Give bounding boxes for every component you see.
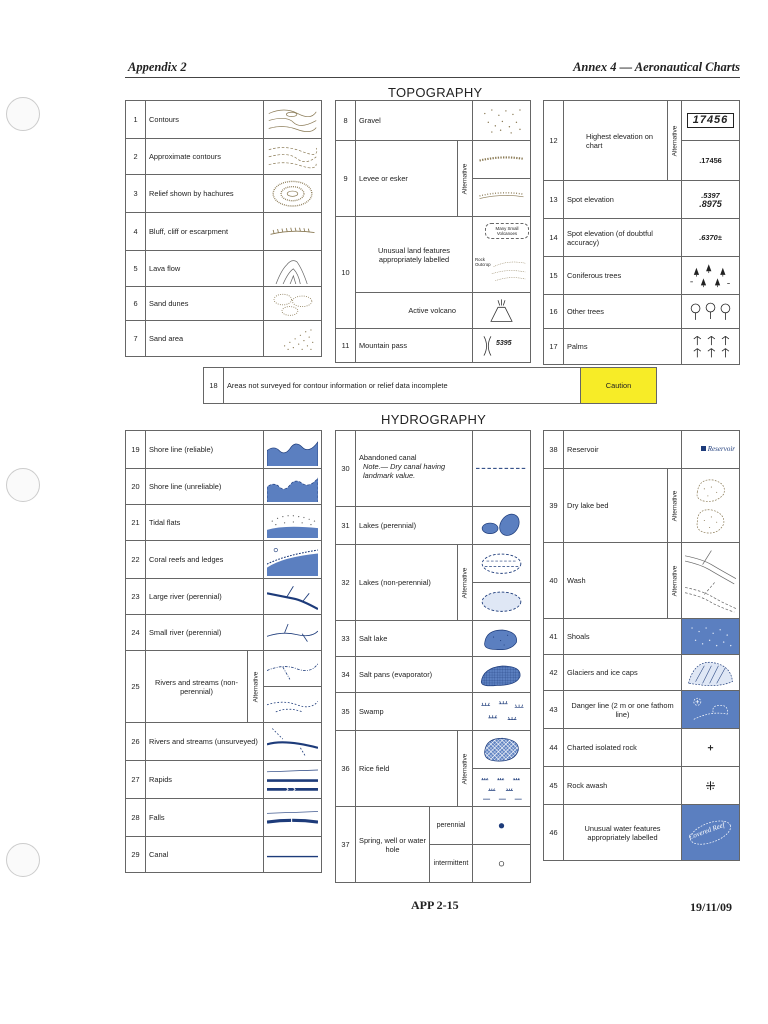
reservoir-square-icon: [701, 446, 706, 451]
row-number: 46: [544, 805, 564, 861]
palms-icon: [682, 329, 740, 365]
table-row: [126, 213, 322, 251]
row-label: Dry lake bed: [564, 469, 668, 543]
row-number: 29: [126, 837, 146, 873]
alternative-label: Alternative: [458, 545, 473, 621]
small-river-symbol: [264, 615, 322, 651]
lakes-non-perennial-alt-symbol: [473, 583, 531, 621]
covered-reef-symbol: Covered Reef: [682, 805, 740, 861]
table-row: [336, 329, 531, 363]
row-label: Falls: [146, 799, 264, 837]
row-number: 23: [126, 579, 146, 615]
row-label: Highest elevation on chart: [564, 101, 668, 181]
row-number: 38: [544, 431, 564, 469]
table-row: [126, 251, 322, 287]
header-left: Appendix 2: [128, 60, 187, 74]
row-label: Salt pans (evaporator): [356, 657, 473, 693]
isolated-rock-icon: [682, 729, 740, 767]
row-number: 39: [544, 469, 564, 543]
section-title-hydrography: HYDROGRAPHY: [381, 412, 487, 427]
row-number: 40: [544, 543, 564, 619]
row-label: Danger line (2 m or one fathom line): [564, 691, 682, 729]
row-number: 15: [544, 257, 564, 295]
spring-perennial-icon: [473, 807, 531, 845]
table-row: [336, 217, 531, 293]
row-label: Shoals: [564, 619, 682, 655]
row-number: 26: [126, 723, 146, 761]
table-row: [544, 543, 740, 619]
row-number: 9: [336, 141, 356, 217]
topography-table-2: [335, 100, 531, 363]
row-label: Mountain pass: [356, 329, 473, 363]
table-row: [544, 219, 740, 257]
unusual-land-features-symbol: Many Small Volcanoes Rock Outcrop: [473, 217, 531, 293]
coniferous-trees-icon: [682, 257, 740, 295]
row-label: Sand dunes: [146, 287, 264, 321]
table-row: [544, 805, 740, 861]
row-label: Glaciers and ice caps: [564, 655, 682, 691]
row-label: Palms: [564, 329, 682, 365]
shoals-symbol: [682, 619, 740, 655]
lakes-non-perennial-symbol: [473, 545, 531, 583]
row-number: 24: [126, 615, 146, 651]
unsurveyed-stream-symbol: [264, 723, 322, 761]
salt-lake-symbol: [473, 621, 531, 657]
row-number: 7: [126, 321, 146, 357]
alternative-label: Alternative: [248, 651, 264, 723]
section-title-topography: TOPOGRAPHY: [388, 85, 483, 100]
salt-pans-symbol: [473, 657, 531, 693]
table-row: [544, 295, 740, 329]
row-label: Coral reefs and ledges: [146, 541, 264, 579]
row-label: Gravel: [356, 101, 473, 141]
hachures-symbol: [264, 175, 322, 213]
table-row: [544, 469, 740, 543]
table-row: [544, 101, 740, 141]
row-label: Spot elevation: [564, 181, 682, 219]
row-label: Rock awash: [564, 767, 682, 805]
row-label: Reservoir: [564, 431, 682, 469]
row-label: Other trees: [564, 295, 682, 329]
table-row: [126, 837, 322, 873]
falls-symbol: [264, 799, 322, 837]
row-number: 14: [544, 219, 564, 257]
approximate-contours-symbol: [264, 139, 322, 175]
row-label: Spot elevation (of doubtful accuracy): [564, 219, 682, 257]
row-label: Wash: [564, 543, 668, 619]
table-row: [336, 731, 531, 769]
table-row: [126, 431, 322, 469]
row-number: 35: [336, 693, 356, 731]
row-label: Lakes (perennial): [356, 507, 473, 545]
table-row: [336, 141, 531, 179]
topography-table-1: [125, 100, 322, 357]
punch-hole: [6, 97, 40, 131]
row-label: Spring, well or water hole: [356, 807, 430, 883]
lakes-perennial-symbol: [473, 507, 531, 545]
row-label: Coniferous trees: [564, 257, 682, 295]
row-number: 27: [126, 761, 146, 799]
large-river-symbol: [264, 579, 322, 615]
table-row: [544, 655, 740, 691]
table-row: [126, 541, 322, 579]
row-label: Abandoned canal Note.— Dry canal having landmark value.: [356, 431, 473, 507]
revision-date: 19/11/09: [690, 900, 733, 914]
mountain-pass-symbol: 5395: [473, 329, 531, 363]
table-row: [126, 101, 322, 139]
hydrography-table-1: [125, 430, 322, 873]
punch-hole: [6, 843, 40, 877]
doubtful-spot-elevation-symbol: .6370±: [682, 219, 740, 257]
row-number: 22: [126, 541, 146, 579]
gravel-symbol: [473, 101, 531, 141]
hydrography-table-2: [335, 430, 531, 883]
abandoned-canal-symbol: [473, 431, 531, 507]
highest-elevation-symbol: 17456: [682, 101, 740, 141]
row-number: 19: [126, 431, 146, 469]
levee-symbol: [473, 141, 531, 179]
row-number: 10: [336, 217, 356, 329]
row-number: 42: [544, 655, 564, 691]
highest-elevation-alt-symbol: .17456: [682, 141, 740, 181]
table-row: [126, 287, 322, 321]
row-label: Large river (perennial): [146, 579, 264, 615]
row-label: Rice field: [356, 731, 458, 807]
row-number: 13: [544, 181, 564, 219]
row-label: Unusual land features appropriately labelled: [356, 217, 473, 293]
row-number: 4: [126, 213, 146, 251]
spot-elevation-symbol: .5397 .8975: [682, 181, 740, 219]
bluff-symbol: [264, 213, 322, 251]
row-number: 44: [544, 729, 564, 767]
non-perennial-stream-alt-symbol: [264, 687, 322, 723]
table-row: [544, 729, 740, 767]
non-perennial-stream-symbol: [264, 651, 322, 687]
row-label: Areas not surveyed for contour information or relief data incomplete: [224, 368, 581, 404]
table-row: [336, 693, 531, 731]
row-label: Levee or esker: [356, 141, 458, 217]
table-row: [544, 329, 740, 365]
glaciers-symbol: [682, 655, 740, 691]
row-number: 1: [126, 101, 146, 139]
rice-field-alt-symbol: [473, 769, 531, 807]
table-row: [336, 101, 531, 141]
row-label: Small river (perennial): [146, 615, 264, 651]
table-row: [126, 175, 322, 213]
row-number: 6: [126, 287, 146, 321]
row-number: 43: [544, 691, 564, 729]
row-number: 3: [126, 175, 146, 213]
row-number: 45: [544, 767, 564, 805]
header-rule: [125, 77, 740, 78]
alternative-label: Alternative: [458, 731, 473, 807]
other-trees-icon: [682, 295, 740, 329]
rock-awash-icon: [682, 767, 740, 805]
table-row: [126, 761, 322, 799]
contours-symbol: [264, 101, 322, 139]
table-row: [126, 651, 322, 687]
row-number: 20: [126, 469, 146, 505]
alternative-label: Alternative: [668, 101, 682, 181]
spring-intermittent-icon: [473, 845, 531, 883]
table-row: [544, 181, 740, 219]
table-row: [204, 368, 657, 404]
rapids-symbol: [264, 761, 322, 799]
alternative-label: Alternative: [668, 543, 682, 619]
table-row: [544, 257, 740, 295]
table-row: [544, 691, 740, 729]
row-number: 16: [544, 295, 564, 329]
swamp-symbol: [473, 693, 531, 731]
row-label: Lakes (non-perennial): [356, 545, 458, 621]
row-number: 41: [544, 619, 564, 655]
shore-line-reliable-symbol: [264, 431, 322, 469]
table-row: [336, 293, 531, 329]
row-label: Rivers and streams (non-perennial): [146, 651, 248, 723]
row-18-table: [203, 367, 657, 404]
table-row: [544, 767, 740, 805]
table-row: [544, 431, 740, 469]
alternative-label: Alternative: [458, 141, 473, 217]
header-right: Annex 4 — Aeronautical Charts: [573, 60, 740, 74]
row-number: 28: [126, 799, 146, 837]
row-label: Shore line (reliable): [146, 431, 264, 469]
table-row: [126, 615, 322, 651]
dry-lake-bed-symbol: [682, 469, 740, 543]
sand-dunes-symbol: [264, 287, 322, 321]
table-row: [126, 139, 322, 175]
row-sub-label: Active volcano: [356, 293, 473, 329]
row-number: 36: [336, 731, 356, 807]
row-label: Charted isolated rock: [564, 729, 682, 767]
row-label: Unusual water features appropriately labelled: [564, 805, 682, 861]
table-row: [126, 321, 322, 357]
canal-symbol: [264, 837, 322, 873]
lava-flow-symbol: [264, 251, 322, 287]
row-number: 18: [204, 368, 224, 404]
shore-line-unreliable-symbol: [264, 469, 322, 505]
row-label: Sand area: [146, 321, 264, 357]
sand-area-symbol: [264, 321, 322, 357]
caution-badge: Caution: [581, 368, 657, 404]
row-number: 12: [544, 101, 564, 181]
row-label: Swamp: [356, 693, 473, 731]
row-number: 5: [126, 251, 146, 287]
table-row: [336, 657, 531, 693]
row-number: 8: [336, 101, 356, 141]
row-number: 37: [336, 807, 356, 883]
row-label: Lava flow: [146, 251, 264, 287]
row-number: 31: [336, 507, 356, 545]
row-label: Rapids: [146, 761, 264, 799]
table-row: [336, 431, 531, 507]
levee-alt-symbol: [473, 179, 531, 217]
reservoir-symbol: Reservoir: [682, 431, 740, 469]
row-label: Approximate contours: [146, 139, 264, 175]
row-number: 34: [336, 657, 356, 693]
table-row: [126, 723, 322, 761]
volcano-icon: [473, 293, 531, 329]
row-label: Bluff, cliff or escarpment: [146, 213, 264, 251]
row-label: Shore line (unreliable): [146, 469, 264, 505]
coral-reefs-symbol: [264, 541, 322, 579]
danger-line-symbol: [682, 691, 740, 729]
row-number: 17: [544, 329, 564, 365]
table-row: [336, 545, 531, 583]
row-sub-label: intermittent: [430, 845, 473, 883]
row-sub-label: perennial: [430, 807, 473, 845]
row-number: 30: [336, 431, 356, 507]
wash-symbol: [682, 543, 740, 619]
row-number: 33: [336, 621, 356, 657]
page-number: APP 2-15: [411, 898, 459, 912]
row-number: 25: [126, 651, 146, 723]
table-row: [336, 621, 531, 657]
table-row: [126, 469, 322, 505]
topography-table-3: [543, 100, 740, 365]
row-label: Contours: [146, 101, 264, 139]
table-row: [126, 505, 322, 541]
row-label: Canal: [146, 837, 264, 873]
tidal-flats-symbol: [264, 505, 322, 541]
table-row: [126, 799, 322, 837]
row-number: 32: [336, 545, 356, 621]
table-row: [544, 619, 740, 655]
row-label: Relief shown by hachures: [146, 175, 264, 213]
table-row: [336, 807, 531, 845]
row-number: 21: [126, 505, 146, 541]
row-number: 2: [126, 139, 146, 175]
row-label: Salt lake: [356, 621, 473, 657]
row-label: Rivers and streams (unsurveyed): [146, 723, 264, 761]
hydrography-table-3: [543, 430, 740, 861]
table-row: [126, 579, 322, 615]
rice-field-symbol: [473, 731, 531, 769]
table-row: [336, 507, 531, 545]
punch-hole: [6, 468, 40, 502]
row-label: Tidal flats: [146, 505, 264, 541]
row-number: 11: [336, 329, 356, 363]
alternative-label: Alternative: [668, 469, 682, 543]
